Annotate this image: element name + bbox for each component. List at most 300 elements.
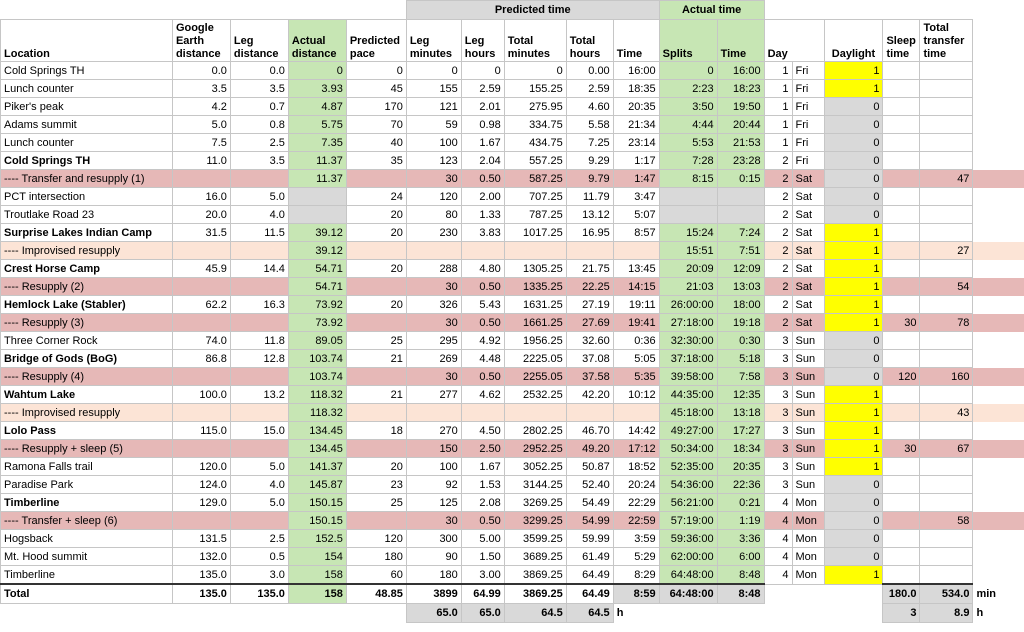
leg-hours-cell: 4.50 bbox=[461, 422, 504, 440]
location-cell: Hemlock Lake (Stabler) bbox=[1, 296, 173, 314]
total-hours-cell: 42.20 bbox=[566, 386, 613, 404]
pace-cell: 21 bbox=[346, 350, 406, 368]
day-name-cell: Mon bbox=[792, 548, 824, 566]
daylight-cell: 1 bbox=[824, 242, 883, 260]
day-name-cell: Sun bbox=[792, 368, 824, 386]
total-minutes-cell: 334.75 bbox=[504, 116, 566, 134]
splits-cell: 15:24 bbox=[659, 224, 717, 242]
daylight-cell: 1 bbox=[824, 278, 883, 296]
pace-cell bbox=[346, 278, 406, 296]
google-earth-cell: 120.0 bbox=[172, 458, 230, 476]
total-hours-cell: 9.79 bbox=[566, 170, 613, 188]
leg-minutes-cell: 30 bbox=[406, 278, 461, 296]
day-name-cell: Sat bbox=[792, 314, 824, 332]
daylight-cell: 0 bbox=[824, 350, 883, 368]
day-number-cell: 4 bbox=[764, 566, 792, 585]
pace-cell bbox=[346, 440, 406, 458]
header-daylight: Daylight bbox=[824, 20, 883, 62]
sleep-time-cell: 30 bbox=[883, 314, 920, 332]
table-row bbox=[1, 80, 1024, 98]
total-hours-cell: 46.70 bbox=[566, 422, 613, 440]
predicted-time-cell: 19:41 bbox=[613, 314, 659, 332]
total-minutes-cell: 2255.05 bbox=[504, 368, 566, 386]
transfer-time-cell bbox=[920, 476, 973, 494]
leg-minutes-cell: 300 bbox=[406, 530, 461, 548]
day-name-cell: Fri bbox=[792, 152, 824, 170]
total-actual-distance: 158 bbox=[288, 584, 346, 604]
day-name-cell: Sat bbox=[792, 224, 824, 242]
transfer-time-cell bbox=[920, 566, 973, 585]
actual-distance-cell: 4.87 bbox=[288, 98, 346, 116]
pace-cell bbox=[346, 368, 406, 386]
day-number-cell: 2 bbox=[764, 242, 792, 260]
daylight-cell: 1 bbox=[824, 404, 883, 422]
header-location: Location bbox=[1, 20, 173, 62]
transfer-time-cell bbox=[920, 206, 973, 224]
actual-distance-cell: 145.87 bbox=[288, 476, 346, 494]
leg-minutes-cell: 230 bbox=[406, 224, 461, 242]
sleep-time-cell bbox=[883, 512, 920, 530]
transfer-time-cell: 47 bbox=[920, 170, 973, 188]
header-leg-hours: Leg hours bbox=[461, 20, 504, 62]
day-name-cell: Fri bbox=[792, 116, 824, 134]
location-cell: Timberline bbox=[1, 566, 173, 585]
actual-time-cell: 22:36 bbox=[717, 476, 764, 494]
leg-distance-cell: 0.0 bbox=[230, 62, 288, 80]
actual-distance-cell: 73.92 bbox=[288, 296, 346, 314]
day-name-cell: Mon bbox=[792, 512, 824, 530]
predicted-time-cell: 5:05 bbox=[613, 350, 659, 368]
location-cell: Timberline bbox=[1, 494, 173, 512]
transfer-time-cell: 58 bbox=[920, 512, 973, 530]
spacer-cell bbox=[973, 548, 1024, 566]
leg-distance-cell: 2.5 bbox=[230, 134, 288, 152]
splits-cell: 4:44 bbox=[659, 116, 717, 134]
daylight-cell: 1 bbox=[824, 458, 883, 476]
leg-distance-cell bbox=[230, 404, 288, 422]
total-hours-cell: 61.49 bbox=[566, 548, 613, 566]
total-hours-cell: 50.87 bbox=[566, 458, 613, 476]
google-earth-cell: 131.5 bbox=[172, 530, 230, 548]
table-row bbox=[1, 566, 1024, 585]
day-name-cell: Mon bbox=[792, 566, 824, 585]
table-row bbox=[1, 296, 1024, 314]
leg-minutes-cell: 150 bbox=[406, 440, 461, 458]
table-row bbox=[1, 548, 1024, 566]
pace-cell bbox=[346, 512, 406, 530]
daylight-cell: 0 bbox=[824, 134, 883, 152]
google-earth-cell: 16.0 bbox=[172, 188, 230, 206]
google-earth-cell bbox=[172, 314, 230, 332]
actual-distance-cell: 39.12 bbox=[288, 242, 346, 260]
actual-distance-cell: 150.15 bbox=[288, 494, 346, 512]
leg-hours-cell: 2.01 bbox=[461, 98, 504, 116]
header-actual-distance: Actual distance bbox=[288, 20, 346, 62]
actual-time-cell: 19:18 bbox=[717, 314, 764, 332]
pace-cell: 20 bbox=[346, 296, 406, 314]
leg-distance-cell bbox=[230, 512, 288, 530]
actual-distance-cell bbox=[288, 188, 346, 206]
total-label: Total bbox=[1, 584, 173, 604]
table-row bbox=[1, 314, 1024, 332]
leg-minutes-cell: 30 bbox=[406, 170, 461, 188]
predicted-time-cell: 3:47 bbox=[613, 188, 659, 206]
total-hours-cell bbox=[566, 404, 613, 422]
leg-hours-cell: 0 bbox=[461, 62, 504, 80]
sleep-time-cell bbox=[883, 404, 920, 422]
total-minutes-cell: 155.25 bbox=[504, 80, 566, 98]
total-hours-cell: 54.99 bbox=[566, 512, 613, 530]
predicted-time-cell: 8:57 bbox=[613, 224, 659, 242]
sleep-time-cell bbox=[883, 116, 920, 134]
location-cell: Lunch counter bbox=[1, 80, 173, 98]
leg-distance-cell: 3.0 bbox=[230, 566, 288, 585]
splits-cell: 57:19:00 bbox=[659, 512, 717, 530]
table-row bbox=[1, 134, 1024, 152]
spacer-cell bbox=[659, 604, 883, 623]
location-cell: ---- Resupply (3) bbox=[1, 314, 173, 332]
actual-distance-cell: 0 bbox=[288, 62, 346, 80]
transfer-time-cell bbox=[920, 458, 973, 476]
google-earth-cell: 129.0 bbox=[172, 494, 230, 512]
predicted-time-cell bbox=[613, 242, 659, 260]
actual-distance-cell: 103.74 bbox=[288, 368, 346, 386]
day-name-cell: Sun bbox=[792, 422, 824, 440]
pace-cell: 20 bbox=[346, 224, 406, 242]
daylight-cell: 1 bbox=[824, 440, 883, 458]
splits-cell: 2:23 bbox=[659, 80, 717, 98]
day-number-cell: 2 bbox=[764, 152, 792, 170]
daylight-cell: 0 bbox=[824, 494, 883, 512]
transfer-time-cell bbox=[920, 422, 973, 440]
day-number-cell: 3 bbox=[764, 350, 792, 368]
transfer-time-cell bbox=[920, 188, 973, 206]
leg-distance-cell: 3.5 bbox=[230, 152, 288, 170]
header-google-earth: Google Earth distance bbox=[172, 20, 230, 62]
leg-distance-cell: 2.5 bbox=[230, 530, 288, 548]
google-earth-cell bbox=[172, 170, 230, 188]
pace-cell bbox=[346, 314, 406, 332]
google-earth-cell bbox=[172, 368, 230, 386]
day-name-cell: Sat bbox=[792, 242, 824, 260]
total-unit-min: min bbox=[976, 587, 996, 600]
google-earth-cell bbox=[172, 404, 230, 422]
google-earth-cell bbox=[172, 440, 230, 458]
daylight-cell: 1 bbox=[824, 314, 883, 332]
splits-cell: 7:28 bbox=[659, 152, 717, 170]
transfer-time-cell bbox=[920, 116, 973, 134]
day-name-cell: Sun bbox=[792, 458, 824, 476]
location-cell: Three Corner Rock bbox=[1, 332, 173, 350]
total-splits: 64:48:00 bbox=[659, 584, 717, 604]
actual-time-cell: 7:24 bbox=[717, 224, 764, 242]
total-hours-cell: 4.60 bbox=[566, 98, 613, 116]
day-name-cell: Sun bbox=[792, 332, 824, 350]
location-cell: Adams summit bbox=[1, 116, 173, 134]
daylight-cell: 0 bbox=[824, 476, 883, 494]
leg-hours-cell: 5.43 bbox=[461, 296, 504, 314]
predicted-time-cell: 5:07 bbox=[613, 206, 659, 224]
spacer-cell bbox=[973, 512, 1024, 530]
actual-distance-cell: 7.35 bbox=[288, 134, 346, 152]
actual-distance-cell: 89.05 bbox=[288, 332, 346, 350]
actual-time-cell: 1:19 bbox=[717, 512, 764, 530]
google-earth-cell bbox=[172, 242, 230, 260]
footer-leg-hours: 65.0 bbox=[461, 604, 504, 623]
header-predicted-pace: Predicted pace bbox=[346, 20, 406, 62]
leg-minutes-cell bbox=[406, 242, 461, 260]
total-hours-cell: 7.25 bbox=[566, 134, 613, 152]
location-cell: Lolo Pass bbox=[1, 422, 173, 440]
predicted-time-cell: 18:35 bbox=[613, 80, 659, 98]
splits-cell: 49:27:00 bbox=[659, 422, 717, 440]
pace-cell: 120 bbox=[346, 530, 406, 548]
table-row bbox=[1, 224, 1024, 242]
total-minutes-cell: 1305.25 bbox=[504, 260, 566, 278]
table-row bbox=[1, 98, 1024, 116]
sleep-time-cell bbox=[883, 422, 920, 440]
actual-distance-cell: 141.37 bbox=[288, 458, 346, 476]
spacer-cell bbox=[973, 134, 1024, 152]
header-leg-minutes: Leg minutes bbox=[406, 20, 461, 62]
spacer-cell bbox=[973, 206, 1024, 224]
day-number-cell: 2 bbox=[764, 224, 792, 242]
sleep-time-cell bbox=[883, 188, 920, 206]
sleep-time-cell bbox=[883, 458, 920, 476]
spacer-cell bbox=[973, 566, 1024, 585]
leg-minutes-cell: 121 bbox=[406, 98, 461, 116]
location-cell: Crest Horse Camp bbox=[1, 260, 173, 278]
location-cell: Paradise Park bbox=[1, 476, 173, 494]
leg-distance-cell bbox=[230, 242, 288, 260]
leg-minutes-cell: 269 bbox=[406, 350, 461, 368]
location-cell: ---- Resupply + sleep (5) bbox=[1, 440, 173, 458]
footer-sleep-hours: 3 bbox=[883, 604, 920, 623]
day-number-cell: 3 bbox=[764, 332, 792, 350]
predicted-time-cell: 5:29 bbox=[613, 548, 659, 566]
pace-cell: 60 bbox=[346, 566, 406, 585]
google-earth-cell: 5.0 bbox=[172, 116, 230, 134]
pace-cell: 23 bbox=[346, 476, 406, 494]
day-name-cell: Fri bbox=[792, 62, 824, 80]
sleep-time-cell bbox=[883, 386, 920, 404]
spacer-cell bbox=[973, 440, 1024, 458]
sleep-time-cell bbox=[883, 206, 920, 224]
table-row bbox=[1, 188, 1024, 206]
column-header-row bbox=[1, 20, 1024, 62]
sleep-time-cell bbox=[883, 62, 920, 80]
day-number-cell: 1 bbox=[764, 116, 792, 134]
predicted-time-cell: 20:35 bbox=[613, 98, 659, 116]
leg-hours-cell: 0.50 bbox=[461, 278, 504, 296]
splits-cell: 50:34:00 bbox=[659, 440, 717, 458]
predicted-time-cell: 17:12 bbox=[613, 440, 659, 458]
total-minutes-cell: 3269.25 bbox=[504, 494, 566, 512]
leg-hours-cell bbox=[461, 242, 504, 260]
day-number-cell: 3 bbox=[764, 386, 792, 404]
actual-time-cell: 12:35 bbox=[717, 386, 764, 404]
pace-cell: 180 bbox=[346, 548, 406, 566]
transfer-time-cell: 43 bbox=[920, 404, 973, 422]
table-row bbox=[1, 368, 1024, 386]
leg-distance-cell: 5.0 bbox=[230, 188, 288, 206]
actual-time-cell: 19:50 bbox=[717, 98, 764, 116]
daylight-cell: 0 bbox=[824, 188, 883, 206]
leg-hours-cell: 2.08 bbox=[461, 494, 504, 512]
predicted-time-cell: 14:15 bbox=[613, 278, 659, 296]
day-number-cell: 4 bbox=[764, 548, 792, 566]
total-minutes-cell: 1017.25 bbox=[504, 224, 566, 242]
sleep-time-cell bbox=[883, 224, 920, 242]
transfer-time-cell: 67 bbox=[920, 440, 973, 458]
total-minutes-cell: 434.75 bbox=[504, 134, 566, 152]
daylight-cell: 0 bbox=[824, 512, 883, 530]
leg-hours-cell: 3.83 bbox=[461, 224, 504, 242]
leg-hours-cell bbox=[461, 404, 504, 422]
leg-hours-cell: 2.50 bbox=[461, 440, 504, 458]
total-minutes-cell: 0 bbox=[504, 62, 566, 80]
actual-distance-cell: 150.15 bbox=[288, 512, 346, 530]
day-number-cell: 2 bbox=[764, 314, 792, 332]
total-minutes-cell: 3689.25 bbox=[504, 548, 566, 566]
footer-unit-h: h bbox=[616, 607, 624, 620]
header-total-transfer: Total transfer time bbox=[920, 20, 973, 62]
actual-time-cell bbox=[717, 206, 764, 224]
splits-cell: 37:18:00 bbox=[659, 350, 717, 368]
google-earth-cell: 45.9 bbox=[172, 260, 230, 278]
leg-hours-cell: 2.04 bbox=[461, 152, 504, 170]
total-minutes-cell: 1661.25 bbox=[504, 314, 566, 332]
day-name-cell: Fri bbox=[792, 98, 824, 116]
google-earth-cell: 115.0 bbox=[172, 422, 230, 440]
total-hours-cell bbox=[566, 242, 613, 260]
google-earth-cell: 74.0 bbox=[172, 332, 230, 350]
google-earth-cell: 31.5 bbox=[172, 224, 230, 242]
transfer-time-cell bbox=[920, 494, 973, 512]
leg-hours-cell: 1.53 bbox=[461, 476, 504, 494]
total-hours-cell: 54.49 bbox=[566, 494, 613, 512]
total-actual-time: 8:48 bbox=[717, 584, 764, 604]
predicted-time-cell: 0:36 bbox=[613, 332, 659, 350]
leg-distance-cell: 11.5 bbox=[230, 224, 288, 242]
leg-distance-cell: 11.8 bbox=[230, 332, 288, 350]
day-number-cell: 3 bbox=[764, 476, 792, 494]
location-cell: ---- Resupply (2) bbox=[1, 278, 173, 296]
actual-time-cell: 18:23 bbox=[717, 80, 764, 98]
splits-cell: 39:58:00 bbox=[659, 368, 717, 386]
table-row bbox=[1, 422, 1024, 440]
total-leg-minutes: 3899 bbox=[406, 584, 461, 604]
total-hours-cell: 27.69 bbox=[566, 314, 613, 332]
total-hours-cell: 37.08 bbox=[566, 350, 613, 368]
table-row bbox=[1, 458, 1024, 476]
splits-cell: 45:18:00 bbox=[659, 404, 717, 422]
splits-cell: 27:18:00 bbox=[659, 314, 717, 332]
spacer-cell bbox=[973, 188, 1024, 206]
header-leg-distance: Leg distance bbox=[230, 20, 288, 62]
daylight-cell: 0 bbox=[824, 116, 883, 134]
spacer-cell bbox=[973, 242, 1024, 260]
header-actual-time: Time bbox=[717, 20, 764, 62]
predicted-time-cell: 22:29 bbox=[613, 494, 659, 512]
day-number-cell: 3 bbox=[764, 404, 792, 422]
spacer-cell bbox=[764, 584, 883, 604]
sleep-time-cell bbox=[883, 548, 920, 566]
leg-minutes-cell: 180 bbox=[406, 566, 461, 585]
day-number-cell: 2 bbox=[764, 170, 792, 188]
daylight-cell: 0 bbox=[824, 332, 883, 350]
leg-hours-cell: 3.00 bbox=[461, 566, 504, 585]
sleep-time-cell bbox=[883, 494, 920, 512]
table-row bbox=[1, 386, 1024, 404]
table-row bbox=[1, 530, 1024, 548]
spacer-cell bbox=[973, 116, 1024, 134]
splits-cell: 62:00:00 bbox=[659, 548, 717, 566]
google-earth-cell: 132.0 bbox=[172, 548, 230, 566]
google-earth-cell: 0.0 bbox=[172, 62, 230, 80]
sleep-time-cell bbox=[883, 134, 920, 152]
predicted-time-cell: 5:35 bbox=[613, 368, 659, 386]
day-name-cell: Sat bbox=[792, 188, 824, 206]
total-minutes-cell: 2532.25 bbox=[504, 386, 566, 404]
actual-time-cell: 17:27 bbox=[717, 422, 764, 440]
actual-time-cell: 3:36 bbox=[717, 530, 764, 548]
day-number-cell: 2 bbox=[764, 278, 792, 296]
leg-distance-cell: 0.5 bbox=[230, 548, 288, 566]
google-earth-cell: 124.0 bbox=[172, 476, 230, 494]
day-name-cell: Sun bbox=[792, 476, 824, 494]
spacer-cell bbox=[973, 260, 1024, 278]
pace-cell: 20 bbox=[346, 260, 406, 278]
actual-time-cell: 20:35 bbox=[717, 458, 764, 476]
transfer-time-cell: 160 bbox=[920, 368, 973, 386]
leg-hours-cell: 0.50 bbox=[461, 512, 504, 530]
total-hours-cell: 37.58 bbox=[566, 368, 613, 386]
actual-time-cell: 21:53 bbox=[717, 134, 764, 152]
google-earth-cell: 86.8 bbox=[172, 350, 230, 368]
daylight-cell: 1 bbox=[824, 386, 883, 404]
day-name-cell: Fri bbox=[792, 134, 824, 152]
actual-time-cell: 23:28 bbox=[717, 152, 764, 170]
total-minutes-cell bbox=[504, 404, 566, 422]
pace-cell: 20 bbox=[346, 458, 406, 476]
total-hours-cell: 11.79 bbox=[566, 188, 613, 206]
actual-distance-cell bbox=[288, 206, 346, 224]
total-minutes-cell: 3052.25 bbox=[504, 458, 566, 476]
splits-cell: 54:36:00 bbox=[659, 476, 717, 494]
total-hours-cell: 49.20 bbox=[566, 440, 613, 458]
day-name-cell: Sun bbox=[792, 440, 824, 458]
spacer-cell bbox=[973, 458, 1024, 476]
google-earth-cell: 3.5 bbox=[172, 80, 230, 98]
header-time: Time bbox=[613, 20, 659, 62]
spacer-cell bbox=[973, 80, 1024, 98]
actual-distance-cell: 54.71 bbox=[288, 260, 346, 278]
leg-distance-cell: 5.0 bbox=[230, 494, 288, 512]
transfer-time-cell bbox=[920, 332, 973, 350]
day-name-cell: Sat bbox=[792, 170, 824, 188]
leg-distance-cell: 0.7 bbox=[230, 98, 288, 116]
table-row bbox=[1, 332, 1024, 350]
leg-minutes-cell: 326 bbox=[406, 296, 461, 314]
total-minutes-cell: 275.95 bbox=[504, 98, 566, 116]
google-earth-cell bbox=[172, 512, 230, 530]
actual-distance-cell: 11.37 bbox=[288, 170, 346, 188]
leg-hours-cell: 2.59 bbox=[461, 80, 504, 98]
leg-hours-cell: 1.67 bbox=[461, 134, 504, 152]
pace-cell: 70 bbox=[346, 116, 406, 134]
daylight-cell: 0 bbox=[824, 206, 883, 224]
